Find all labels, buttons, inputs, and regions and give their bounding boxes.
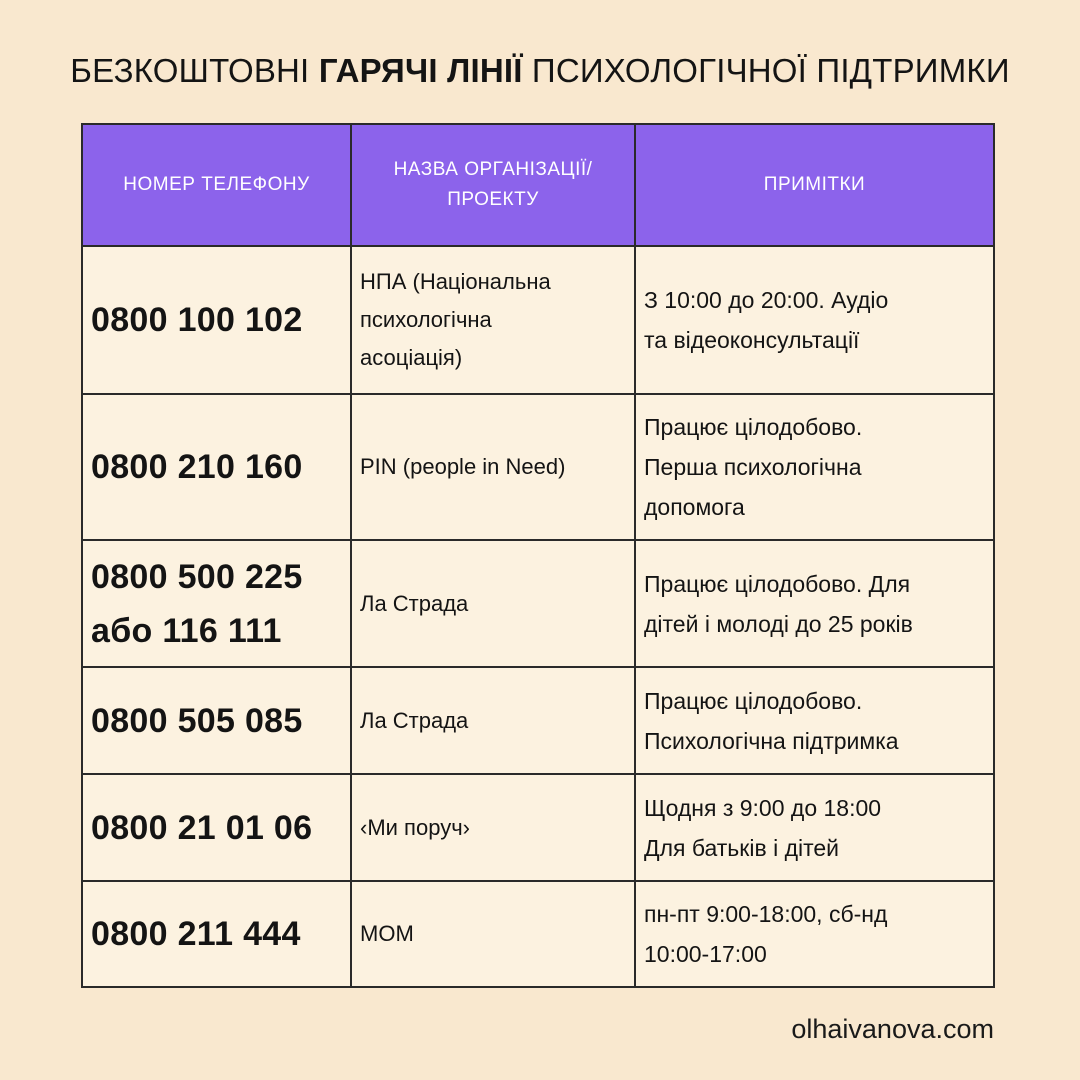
table-row (83, 775, 993, 882)
note-line: дітей і молоді до 25 років (644, 610, 913, 637)
notes-cell (636, 247, 993, 393)
phone-number: 0800 500 225 (91, 557, 303, 596)
note-line: 10:00-17:00 (644, 941, 767, 967)
notes-cell (636, 541, 993, 666)
note-line: Щодня з 9:00 до 18:00 (644, 794, 882, 821)
organization-line: Ла Страда (360, 707, 469, 733)
table-row (83, 395, 993, 541)
phone-cell (83, 775, 352, 880)
website-url[interactable]: olhaivanova.com (791, 1014, 994, 1044)
organization-cell (352, 882, 636, 986)
phone-cell (83, 395, 352, 539)
notes-cell (636, 668, 993, 773)
note-line: Для батьків і дітей (644, 834, 840, 861)
organization-cell (352, 541, 636, 666)
phone-number: 0800 100 102 (91, 301, 303, 339)
organization-cell (352, 247, 636, 393)
title-part-2: ПСИХОЛОГІЧНОЇ ПІДТРИМКИ (531, 52, 1010, 89)
table-row (83, 668, 993, 775)
note-line: Психологічна підтримка (644, 727, 899, 754)
header-organization-name: НАЗВА ОРГАНІЗАЦІЇ/ ПРОЕКТУ (352, 125, 636, 245)
organization-line: асоціація) (360, 345, 463, 370)
hotlines-table (81, 123, 995, 988)
organization-line: психологічна (360, 307, 492, 332)
phone-number: 0800 211 444 (91, 915, 301, 953)
note-line: пн-пт 9:00-18:00, сб-нд (644, 901, 888, 927)
phone-number-alt: або 116 111 (91, 611, 282, 650)
title-bold-part: ГАРЯЧІ ЛІНІЇ (318, 52, 523, 89)
phone-number: 0800 505 085 (91, 701, 303, 740)
organization-cell (352, 775, 636, 880)
organization-line: НПА (Національна (360, 269, 551, 294)
notes-cell (636, 775, 993, 880)
notes-cell (636, 882, 993, 986)
organization-line: ‹Ми поруч› (360, 814, 470, 840)
note-line: Працює цілодобово. (644, 414, 863, 440)
header-notes: ПРИМІТКИ (763, 174, 866, 195)
note-line: та відеоконсультації (644, 327, 860, 353)
phone-cell (83, 668, 352, 773)
title-part-1: БЕЗКОШТОВНІ (70, 52, 310, 89)
organization-line: Ла Страда (360, 590, 469, 616)
phone-number: 0800 210 160 (91, 448, 303, 486)
note-line: Працює цілодобово. Для (644, 570, 911, 597)
phone-cell (83, 882, 352, 986)
table-row (83, 882, 993, 986)
phone-number: 0800 21 01 06 (91, 808, 313, 847)
header-phone-number: НОМЕР ТЕЛЕФОНУ (83, 125, 352, 245)
phone-cell (83, 541, 352, 666)
organization-line: PIN (people in Need) (360, 454, 566, 479)
note-line: допомога (644, 494, 745, 520)
note-line: Перша психологічна (644, 454, 862, 480)
organization-cell (352, 395, 636, 539)
note-line: З 10:00 до 20:00. Аудіо (644, 287, 889, 313)
note-line: Працює цілодобово. (644, 687, 863, 714)
organization-line: МОМ (360, 921, 414, 946)
table-header-row (83, 125, 993, 247)
table-row (83, 541, 993, 668)
page-title (0, 52, 1080, 90)
organization-cell (352, 668, 636, 773)
notes-cell (636, 395, 993, 539)
phone-cell (83, 247, 352, 393)
table-row (83, 247, 993, 395)
